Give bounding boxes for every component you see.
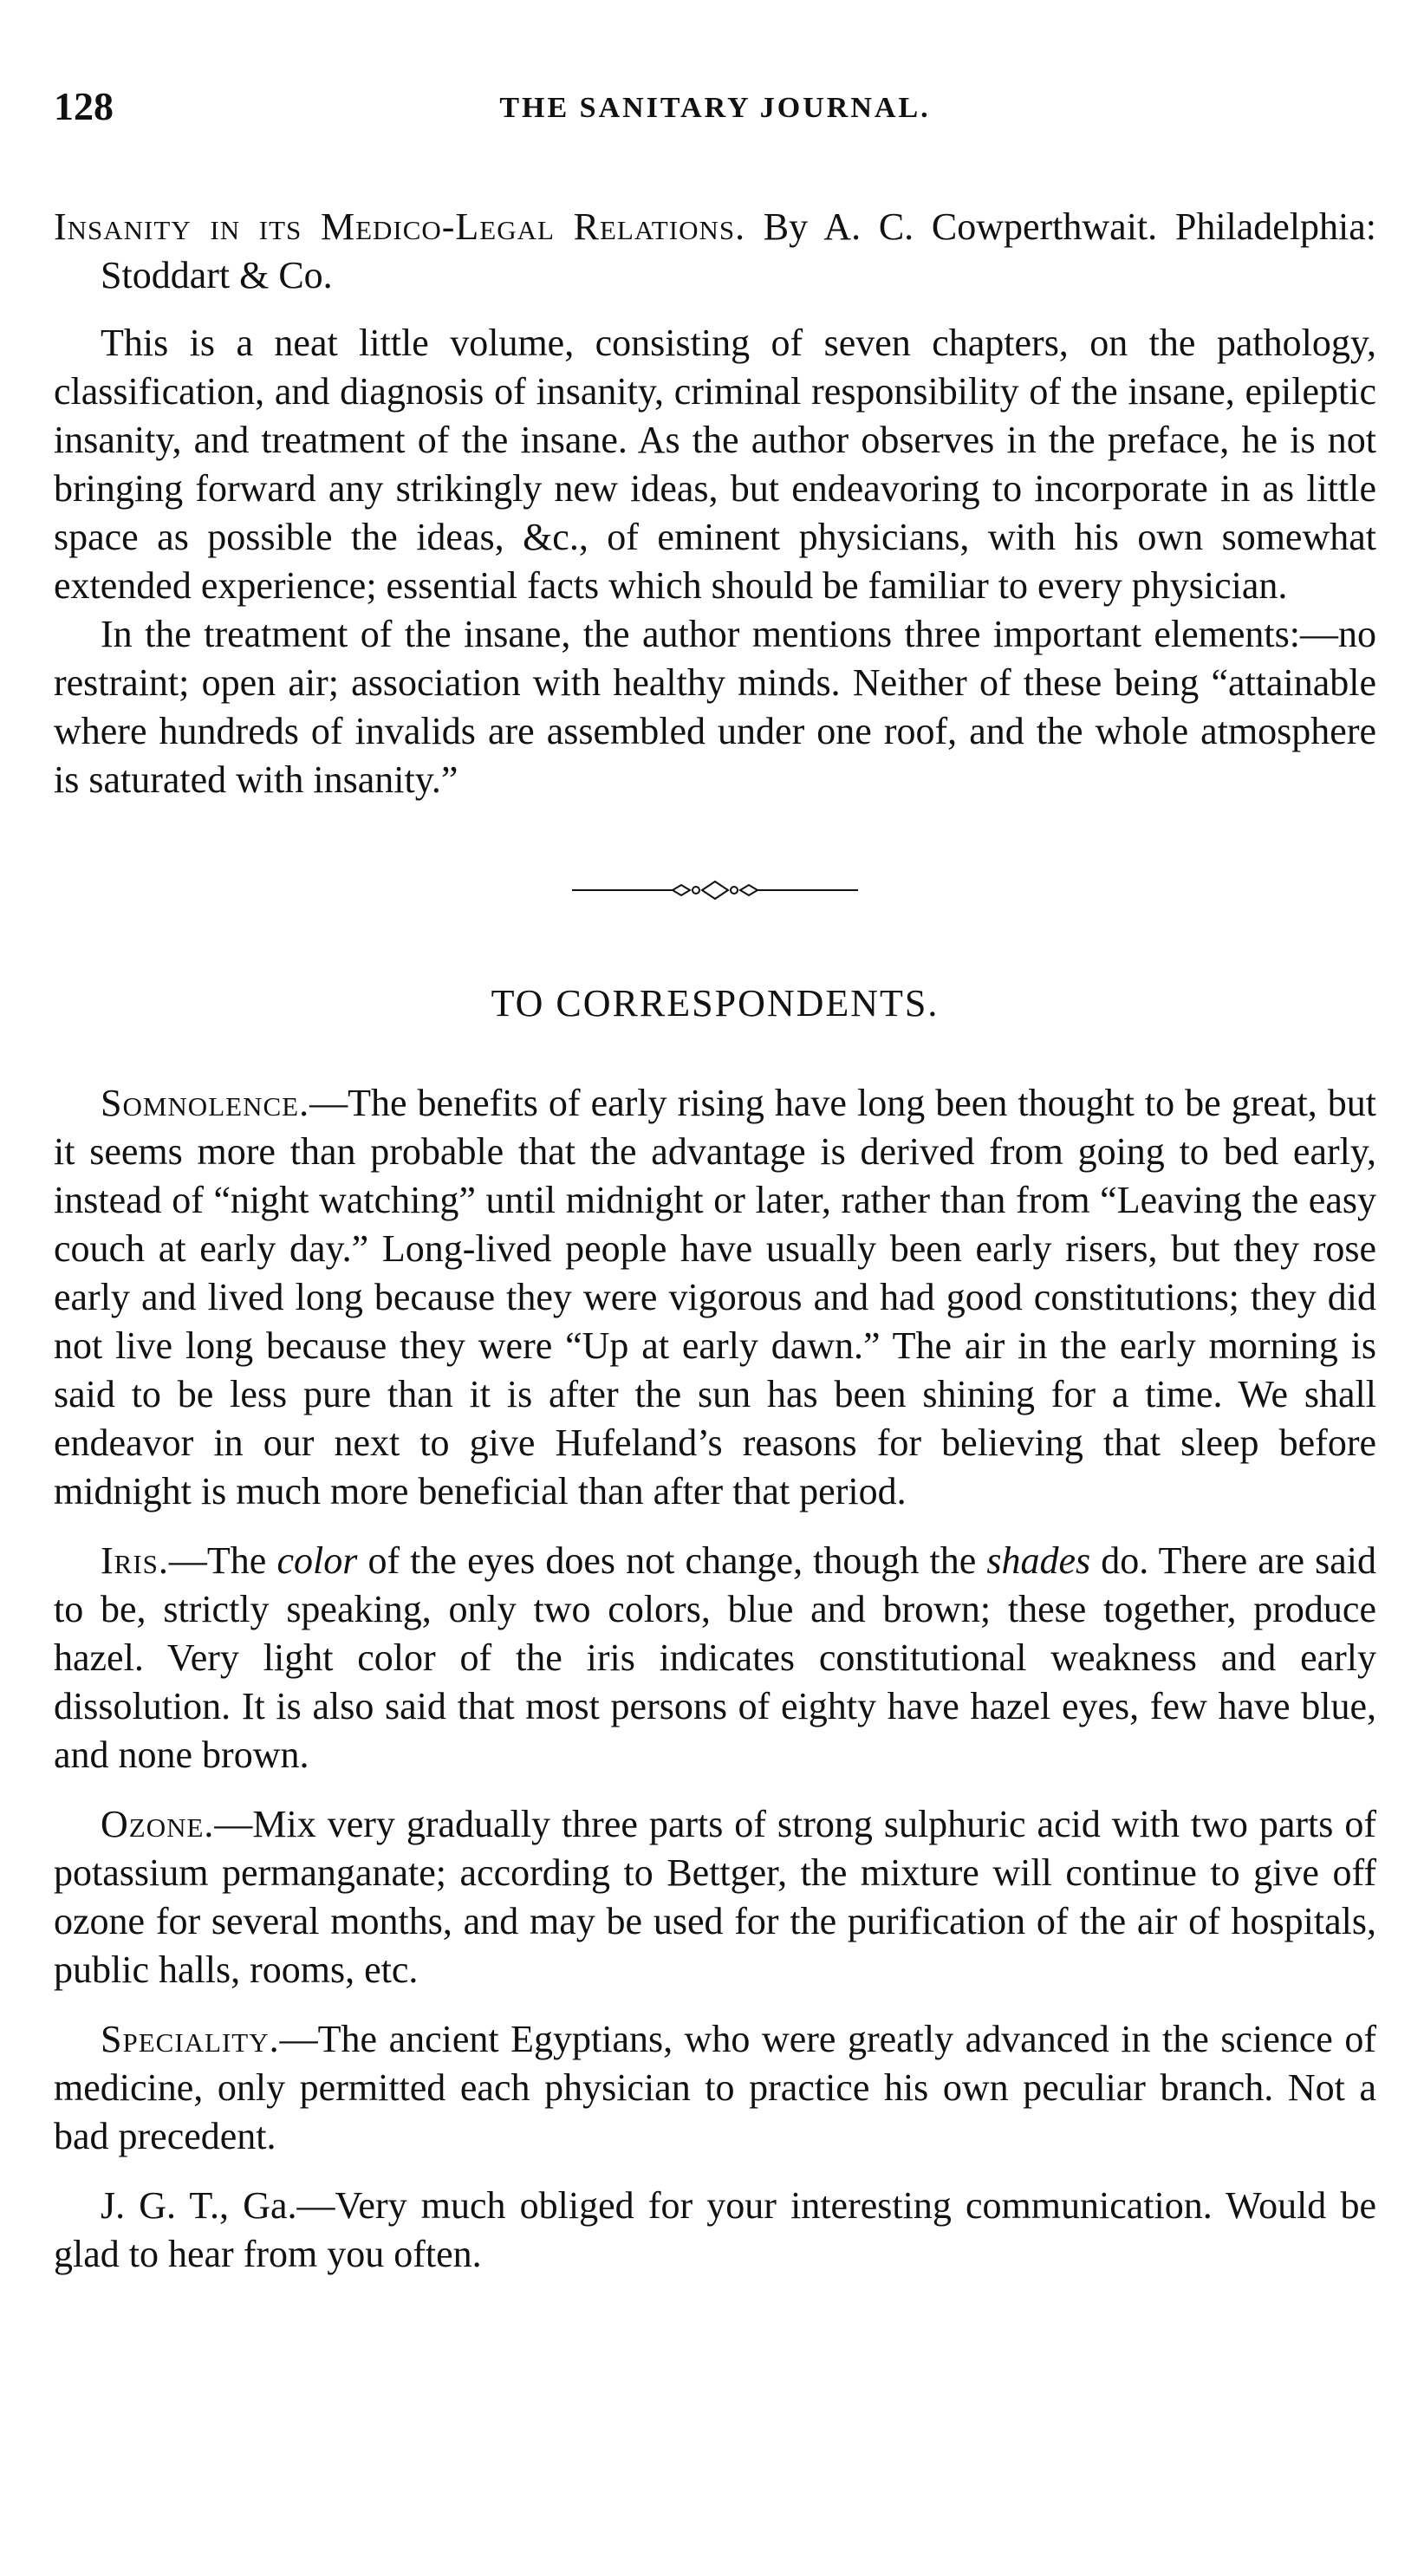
- running-head: [54, 83, 1376, 135]
- entry-lead: Ozone.: [101, 1803, 215, 1845]
- entry-lead: Iris.: [101, 1539, 169, 1582]
- entry-lead: Speciality.: [101, 2018, 280, 2060]
- review-title: Insanity in its Medico-Legal Relations.: [54, 205, 746, 248]
- page: [54, 83, 1376, 2300]
- correspondent-entry-ozone: [54, 1800, 1376, 1994]
- entry-text: —The: [168, 1539, 277, 1582]
- page-number: 128: [54, 84, 114, 128]
- review-byline: By A. C. Cowperthwait.: [763, 205, 1158, 248]
- entry-text: —The benefits of early rising have long been thought to be great, but it seems more than probable that the advantage is derived from going to bed early, instead of “night watching” until midnight or later, rather than from “Leaving the easy couch at early day.” Long-lived people have usually been early risers, but they rose early and lived long because they were vigorous and had good constitutions; they did not live long because they were “Up at early dawn.” The air in the early morning is said to be less pure than it is after the sun has been shining for a time. We shall endeavor in our next to give Hufeland’s reasons for believing that sleep before midnight is much more beneficial than after that period.: [54, 1082, 1376, 1512]
- entry-text: of the eyes does not change, though the: [357, 1539, 987, 1582]
- entry-text: —Mix very gradually three parts of strong sulphuric acid with two parts of potassium permanganate; according to Bettger, the mixture will continue to give off ozone for several months, and may be used for the purification of the air of hospitals, public halls, rooms, etc.: [54, 1803, 1376, 1991]
- review-paragraph: This is a neat little volume, consisting of seven chapters, on the pathology, classification, and diagnosis of insanity, criminal responsibility of the insane, epileptic insanity, and treatment of the insane. As the author observes in the preface, he is not bringing forward any strikingly new ideas, but endeavoring to incorporate in as little space as possible the ideas, &c., of eminent physicians, with his own somewhat extended experience; essential facts which should be familiar to every physician.: [54, 322, 1376, 607]
- review-publisher: Philadelphia: Stoddart & Co.: [101, 205, 1377, 296]
- entry-text: —The ancient Egyptians, who were greatly advanced in the science of medicine, only permitted each physician to practice his own peculiar branch. Not a bad precedent.: [54, 2018, 1376, 2157]
- entry-emphasis: color: [276, 1539, 358, 1582]
- entry-text: —Very much obliged for your interesting communication. Would be glad to hear from you often.: [54, 2184, 1376, 2275]
- rule-with-diamonds-ornament-icon: [54, 877, 1376, 903]
- correspondent-entry-iris: [54, 1537, 1376, 1779]
- review-paragraph: In the treatment of the insane, the author mentions three important elements:—no restraint; open air; association with healthy minds. Neither of these being “attainable where hundreds of invalids are assembled under one roof, and the whole atmosphere is saturated with insanity.”: [54, 613, 1376, 801]
- review-heading: [54, 203, 1376, 300]
- entry-lead: J. G. T., Ga.: [101, 2184, 297, 2227]
- ornament-svg: [572, 877, 858, 903]
- section-title: TO CORRESPONDENTS.: [491, 982, 940, 1025]
- correspondent-entry-jgt: [54, 2182, 1376, 2279]
- book-review: [54, 203, 1376, 804]
- correspondents-section: [54, 981, 1376, 2279]
- entry-emphasis: shades: [986, 1539, 1091, 1582]
- entry-text: do. There are said to be, strictly speaking, only two colors, blue and brown; these together, produce hazel. Very light color of the iris indicates constitutional weakness and early dissolution. It is also said that most persons of eighty have hazel eyes, few have blue, and none brown.: [54, 1539, 1377, 1776]
- correspondent-entry-somnolence: [54, 1079, 1376, 1516]
- journal-title: THE SANITARY JOURNAL.: [499, 92, 931, 124]
- correspondent-entry-speciality: [54, 2015, 1376, 2161]
- entry-lead: Somnolence.: [101, 1082, 310, 1124]
